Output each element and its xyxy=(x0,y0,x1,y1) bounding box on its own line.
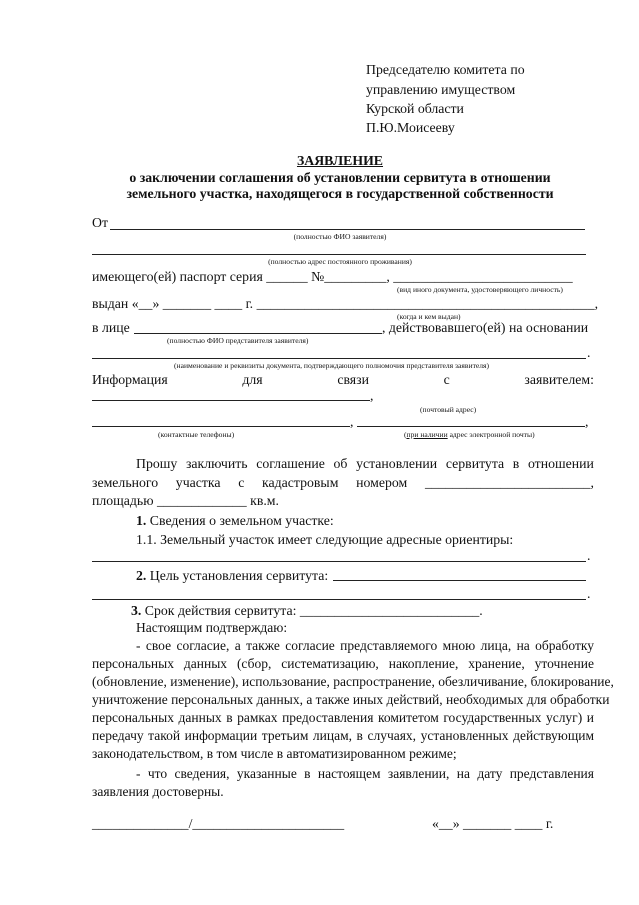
email-field[interactable] xyxy=(357,426,585,427)
confirm-p1-line: (обновление, изменение), использование, распространение, обезличивание, блокирование, xyxy=(92,674,614,689)
confirm-p2-line: - что сведения, указанные в настоящем заявлении, на дату представления xyxy=(136,766,594,781)
phones-hint: (контактные телефоны) xyxy=(158,430,235,439)
section-1-heading: 1. Сведения о земельном участке: xyxy=(136,513,334,528)
email-comma: , xyxy=(585,414,589,429)
representative-label: в лице xyxy=(92,320,130,335)
servitude-purpose-field-2[interactable] xyxy=(92,599,586,600)
confirm-p1-line: персональных данных (сбор, систематизацию, накопление, хранение, уточнение xyxy=(92,656,594,671)
phones-field[interactable] xyxy=(92,426,350,427)
passport-line[interactable]: имеющего(ей) паспорт серия ______ №_________, __________________________ xyxy=(92,269,573,284)
representative-basis-label: , действовавшего(ей) на основании xyxy=(382,320,589,335)
land-address-field[interactable] xyxy=(92,561,586,562)
confirm-p1-line: уничтожение персональных данных, а также иных действий, необходимых для обработки xyxy=(92,692,610,707)
confirm-p1-line: законодательством, в том числе в автоматизированном режиме; xyxy=(92,746,457,761)
phones-comma: , xyxy=(350,414,354,429)
addressee-line-2: управлению имуществом xyxy=(366,82,516,97)
representative-hint: (полностью ФИО представителя заявителя) xyxy=(167,336,309,345)
section-2-heading: 2. Цель установления сервитута: xyxy=(136,568,329,583)
confirm-p1-line: персональных данных в рамках предоставления комитетом государственных услуг) и xyxy=(92,710,594,725)
addressee-line-3: Курской области xyxy=(366,101,464,116)
authority-end-dot: . xyxy=(587,345,591,360)
email-hint: (при наличии адрес электронной почты) xyxy=(404,430,535,439)
applicant-address-field[interactable] xyxy=(92,254,586,255)
postal-comma: , xyxy=(370,388,374,403)
issued-by-hint: (когда и кем выдан) xyxy=(397,312,461,321)
request-line-1: Прошу заключить соглашение об установлении сервитута в отношении xyxy=(136,456,594,471)
confirm-heading: Настоящим подтверждаю: xyxy=(136,620,288,635)
document-subtitle-line-2: земельного участка, находящегося в государственной собственности xyxy=(126,186,554,201)
servitude-purpose-field[interactable] xyxy=(333,580,586,581)
representative-name-field[interactable] xyxy=(134,333,382,334)
from-label: От xyxy=(92,215,108,230)
date-field[interactable]: «__» _______ ____ г. xyxy=(432,816,554,831)
fio-hint: (полностью ФИО заявителя) xyxy=(293,232,387,241)
cadastral-number-field[interactable]: ________________________, xyxy=(424,475,594,490)
authority-hint: (наименование и реквизиты документа, подтверждающего полномочия представителя заявителя) xyxy=(174,361,490,370)
section-1-end-dot: . xyxy=(587,548,591,563)
request-line-2: земельного участка с кадастровым номером ________________________, xyxy=(92,475,594,490)
section-1-1-text: 1.1. Земельный участок имеет следующие адресные ориентиры: xyxy=(136,532,514,547)
postal-hint: (почтовый адрес) xyxy=(420,405,477,414)
confirm-p1-line: передачу такой информации третьим лицам, в случаях, установленных действующим xyxy=(92,728,594,743)
section-2-end-dot: . xyxy=(587,586,591,601)
confirm-p2-line: заявления достоверны. xyxy=(92,784,224,799)
authority-document-field[interactable] xyxy=(92,358,586,359)
document-title: ЗАЯВЛЕНИЕ xyxy=(296,153,384,168)
other-doc-hint: (вид иного документа, удостоверяющего личность) xyxy=(397,285,563,294)
confirm-p1-line: - свое согласие, а также согласие представляемого мною лица, на обработку xyxy=(136,638,594,653)
document-subtitle-line-1: о заключении соглашения об установлении сервитута в отношении xyxy=(129,170,551,185)
issued-line[interactable]: выдан «__» _______ ____ г. _________________________________________________, xyxy=(92,296,599,311)
address-hint: (полностью адрес постоянного проживания) xyxy=(268,257,412,266)
postal-address-field[interactable] xyxy=(92,400,370,401)
section-3-heading[interactable]: 3. Срок действия сервитута: __________________________. xyxy=(131,603,483,618)
applicant-name-field[interactable] xyxy=(110,229,585,230)
signature-field[interactable]: ______________/______________________ xyxy=(92,816,345,831)
request-area-line[interactable]: площадью _____________ кв.м. xyxy=(92,493,279,508)
contact-info-line: Информация для связи с заявителем: xyxy=(92,372,594,387)
addressee-line-1: Председателю комитета по xyxy=(366,62,525,77)
addressee-line-4: П.Ю.Моисееву xyxy=(366,120,455,135)
